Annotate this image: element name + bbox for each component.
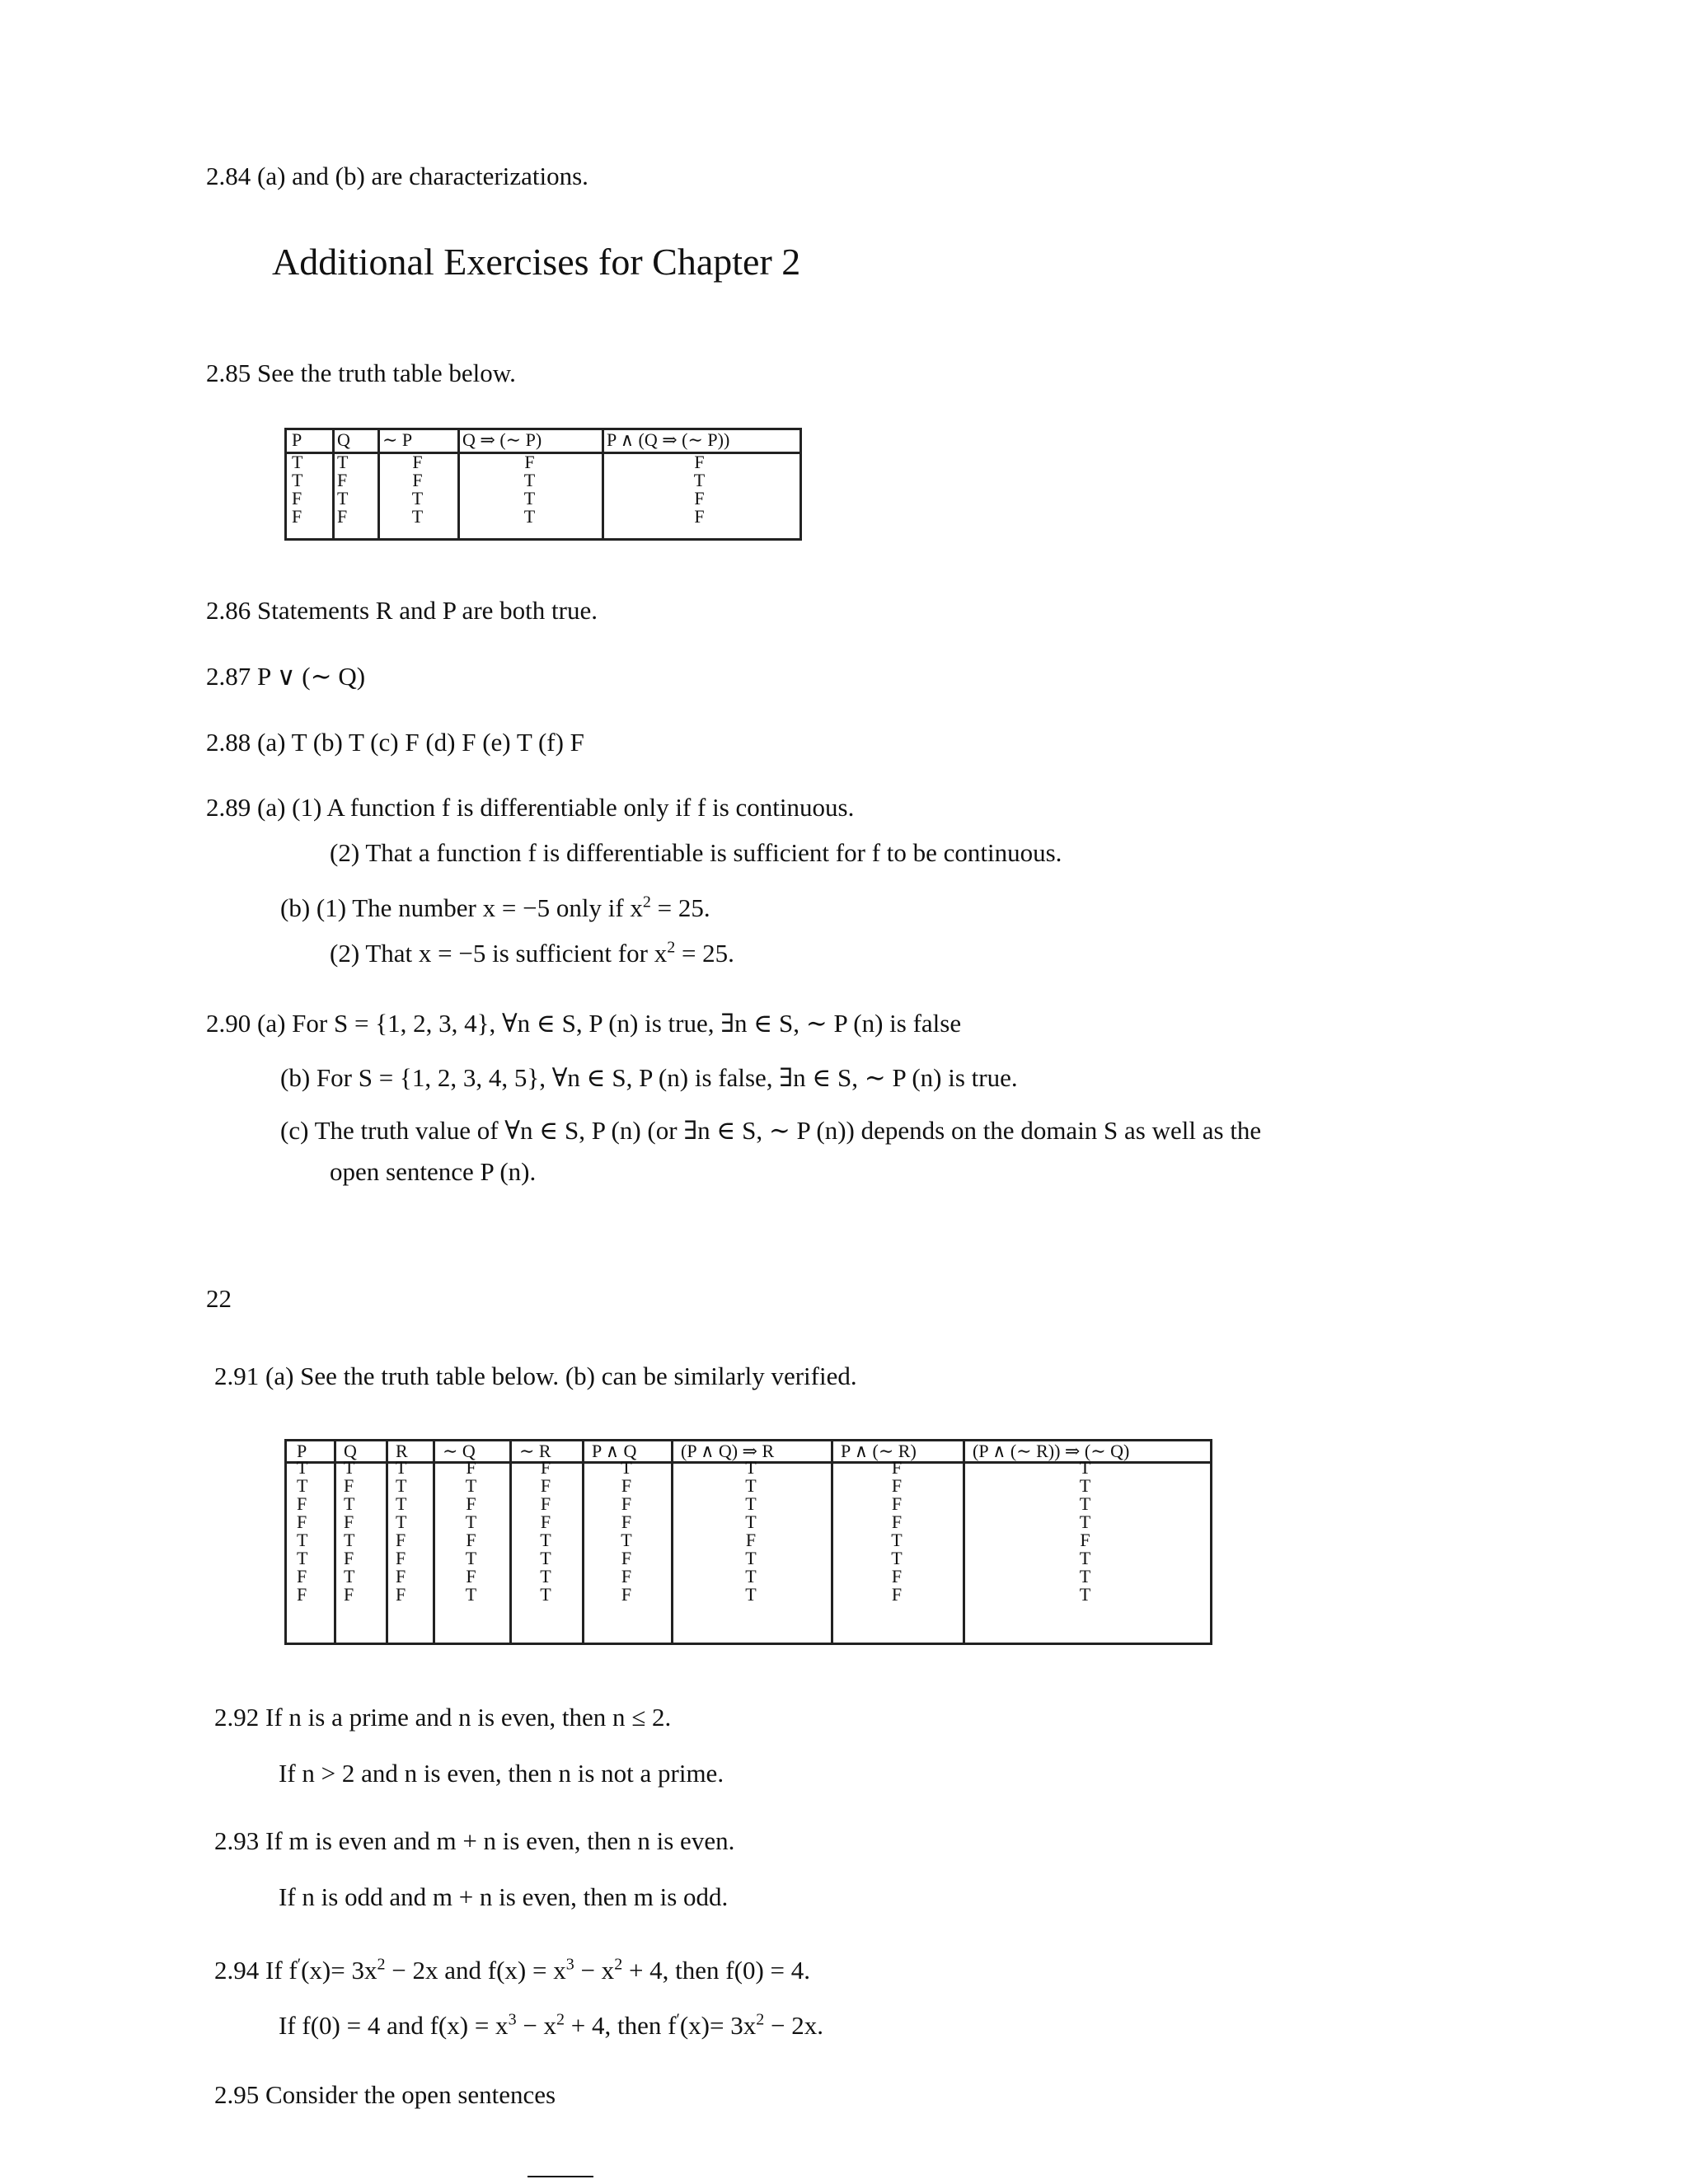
- table-cell: F: [891, 1511, 903, 1532]
- table-cell: T: [344, 1566, 355, 1586]
- table-header-cell: P: [297, 1441, 307, 1461]
- solution-2-87: 2.87 P ∨ (∼ Q): [206, 662, 366, 691]
- table-header-cell: (P ∧ Q) ⇒ R: [681, 1441, 775, 1461]
- column-divider: [334, 1441, 336, 1643]
- table-cell: T: [523, 506, 536, 527]
- table-cell: T: [411, 506, 424, 527]
- table-cell: F: [891, 1493, 903, 1514]
- table-cell: F: [344, 1475, 354, 1496]
- table-cell: F: [621, 1493, 632, 1514]
- table-cell: F: [344, 1548, 354, 1568]
- table-cell: F: [621, 1566, 632, 1586]
- table-header-cell: Q: [344, 1441, 357, 1461]
- table-cell: F: [412, 470, 423, 490]
- solution-2-90-c1: (c) The truth value of ∀n ∈ S, P (n) (or ∃n ∈ S, ∼ P (n)) depends on the domain S as well as the: [280, 1116, 1262, 1145]
- column-divider: [332, 430, 335, 538]
- table-cell: F: [540, 1475, 551, 1496]
- table-cell: T: [337, 452, 349, 472]
- table-cell: F: [694, 488, 705, 509]
- table-cell: F: [297, 1511, 307, 1532]
- table-header-cell: Q: [337, 429, 350, 450]
- table-cell: T: [344, 1493, 355, 1514]
- table-cell: T: [891, 1530, 903, 1550]
- table-cell: T: [396, 1511, 407, 1532]
- table-cell: F: [621, 1475, 632, 1496]
- solution-2-90-b: (b) For S = {1, 2, 3, 4, 5}, ∀n ∈ S, P (n) is false, ∃n ∈ S, ∼ P (n) is true.: [280, 1063, 1018, 1092]
- table-cell: F: [292, 488, 302, 509]
- table-cell: T: [1079, 1548, 1091, 1568]
- table-cell: T: [344, 1457, 355, 1478]
- table-cell: T: [523, 488, 536, 509]
- table-cell: T: [745, 1457, 757, 1478]
- table-cell: T: [297, 1457, 308, 1478]
- solution-2-94-b: If f(0) = 4 and $f(x) = x^3 - x^2 + 4$, then $f'(x)= 3x^2 - 2x$.: [279, 2010, 823, 2040]
- table-cell: F: [396, 1584, 406, 1605]
- solution-2-94-a: 2.94 If $f'(x)= 3x^2 - 2x$ and $f(x) = x^3 - x^2 + 4$, then f(0) = 4.: [214, 1955, 810, 1985]
- table-header-cell: P: [292, 429, 302, 450]
- table-cell: F: [891, 1457, 903, 1478]
- table-cell: T: [411, 488, 424, 509]
- table-cell: F: [694, 452, 705, 472]
- table-cell: T: [540, 1530, 551, 1550]
- table-cell: T: [745, 1493, 757, 1514]
- solution-2-85: 2.85 See the truth table below.: [206, 359, 516, 387]
- table-cell: T: [297, 1530, 308, 1550]
- table-cell: F: [745, 1530, 757, 1550]
- table-cell: T: [337, 488, 349, 509]
- table-header-cell: R: [396, 1441, 408, 1461]
- table-cell: F: [337, 506, 348, 527]
- solution-2-84: 2.84 (a) and (b) are characterizations.: [206, 162, 588, 190]
- table-cell: F: [412, 452, 423, 472]
- table-cell: F: [396, 1566, 406, 1586]
- table-header-cell: ∼ Q: [443, 1441, 476, 1461]
- table-cell: T: [540, 1584, 551, 1605]
- table-cell: F: [396, 1548, 406, 1568]
- table-cell: T: [465, 1475, 477, 1496]
- table-cell: T: [523, 470, 536, 490]
- table-cell: T: [745, 1475, 757, 1496]
- solution-2-89-a1: 2.89 (a) (1) A function f is differentiable only if f is continuous.: [206, 793, 855, 822]
- table-cell: F: [891, 1566, 903, 1586]
- table-cell: T: [292, 470, 303, 490]
- table-cell: T: [465, 1584, 477, 1605]
- solution-2-92-b: If n > 2 and n is even, then n is not a prime.: [279, 1759, 724, 1788]
- table-cell: T: [621, 1530, 632, 1550]
- table-cell: F: [621, 1584, 632, 1605]
- section-heading: Additional Exercises for Chapter 2: [272, 241, 801, 283]
- table-cell: T: [1079, 1493, 1091, 1514]
- table-cell: T: [344, 1530, 355, 1550]
- solution-2-93-a: 2.93 If m is even and m + n is even, then n is even.: [214, 1826, 735, 1855]
- table-cell: F: [344, 1511, 354, 1532]
- table-cell: F: [466, 1530, 476, 1550]
- solution-2-90-a: 2.90 (a) For S = {1, 2, 3, 4}, ∀n ∈ S, P (n) is true, ∃n ∈ S, ∼ P (n) is false: [206, 1009, 962, 1038]
- table-cell: T: [396, 1475, 407, 1496]
- table-cell: T: [693, 470, 706, 490]
- solution-2-86: 2.86 Statements R and P are both true.: [206, 596, 598, 625]
- table-cell: T: [745, 1584, 757, 1605]
- table-cell: T: [540, 1566, 551, 1586]
- table-cell: T: [1079, 1457, 1091, 1478]
- solution-2-92-a: 2.92 If n is a prime and n is even, then n ≤ 2.: [214, 1703, 672, 1732]
- solution-2-89-b1: (b) (1) The number x = −5 only if $x^2 = 25$.: [280, 893, 710, 922]
- page-number: 22: [206, 1284, 232, 1313]
- table-cell: T: [297, 1548, 308, 1568]
- table-cell: F: [891, 1584, 903, 1605]
- table-cell: T: [1079, 1475, 1091, 1496]
- table-header-cell: Q ⇒ (∼ P): [462, 429, 542, 450]
- solution-2-89-a2: (2) That a function f is differentiable is sufficient for f to be continuous.: [330, 838, 1062, 867]
- table-header-cell: P ∧ (∼ R): [841, 1441, 917, 1461]
- solution-2-89-b2: (2) That x = −5 is sufficient for $x^2 = 25$.: [330, 938, 734, 968]
- table-header-cell: P ∧ (Q ⇒ (∼ P)): [607, 429, 730, 450]
- solution-2-88: 2.88 (a) T (b) T (c) F (d) F (e) T (f) F: [206, 728, 584, 757]
- table-cell: F: [292, 506, 302, 527]
- table-cell: F: [337, 470, 348, 490]
- truth-table-2-91: [284, 1439, 1212, 1645]
- table-cell: T: [745, 1511, 757, 1532]
- table-header-cell: ∼ P: [382, 429, 413, 450]
- table-cell: F: [466, 1493, 476, 1514]
- table-cell: T: [292, 452, 303, 472]
- truth-table-2-85: [284, 428, 802, 541]
- table-cell: T: [1079, 1566, 1091, 1586]
- table-header-cell: (P ∧ (∼ R)) ⇒ (∼ Q): [973, 1441, 1130, 1461]
- table-cell: T: [297, 1475, 308, 1496]
- table-cell: T: [745, 1548, 757, 1568]
- table-cell: F: [297, 1584, 307, 1605]
- table-header-cell: ∼ R: [519, 1441, 551, 1461]
- solution-2-91: 2.91 (a) See the truth table below. (b) can be similarly verified.: [214, 1361, 857, 1390]
- table-cell: F: [466, 1457, 476, 1478]
- table-cell: T: [1079, 1584, 1091, 1605]
- table-cell: F: [891, 1475, 903, 1496]
- solution-2-95: 2.95 Consider the open sentences: [214, 2080, 556, 2109]
- table-cell: F: [297, 1493, 307, 1514]
- table-cell: F: [1080, 1530, 1090, 1550]
- table-cell: F: [297, 1566, 307, 1586]
- table-cell: F: [344, 1584, 354, 1605]
- table-cell: F: [694, 506, 705, 527]
- table-cell: T: [745, 1566, 757, 1586]
- table-cell: F: [524, 452, 535, 472]
- table-cell: T: [465, 1511, 477, 1532]
- table-cell: F: [540, 1457, 551, 1478]
- bottom-rule: [528, 2176, 593, 2177]
- table-cell: F: [540, 1493, 551, 1514]
- table-cell: T: [621, 1457, 632, 1478]
- table-cell: F: [466, 1566, 476, 1586]
- table-cell: T: [396, 1457, 407, 1478]
- table-cell: T: [465, 1548, 477, 1568]
- table-cell: F: [621, 1511, 632, 1532]
- table-cell: F: [621, 1548, 632, 1568]
- table-cell: T: [1079, 1511, 1091, 1532]
- solution-2-90-c2: open sentence P (n).: [330, 1157, 537, 1186]
- table-cell: F: [540, 1511, 551, 1532]
- table-cell: F: [396, 1530, 406, 1550]
- column-divider: [386, 1441, 388, 1643]
- table-cell: T: [540, 1548, 551, 1568]
- table-cell: T: [396, 1493, 407, 1514]
- table-header-cell: P ∧ Q: [592, 1441, 637, 1461]
- solution-2-93-b: If n is odd and m + n is even, then m is odd.: [279, 1882, 729, 1911]
- table-cell: T: [891, 1548, 903, 1568]
